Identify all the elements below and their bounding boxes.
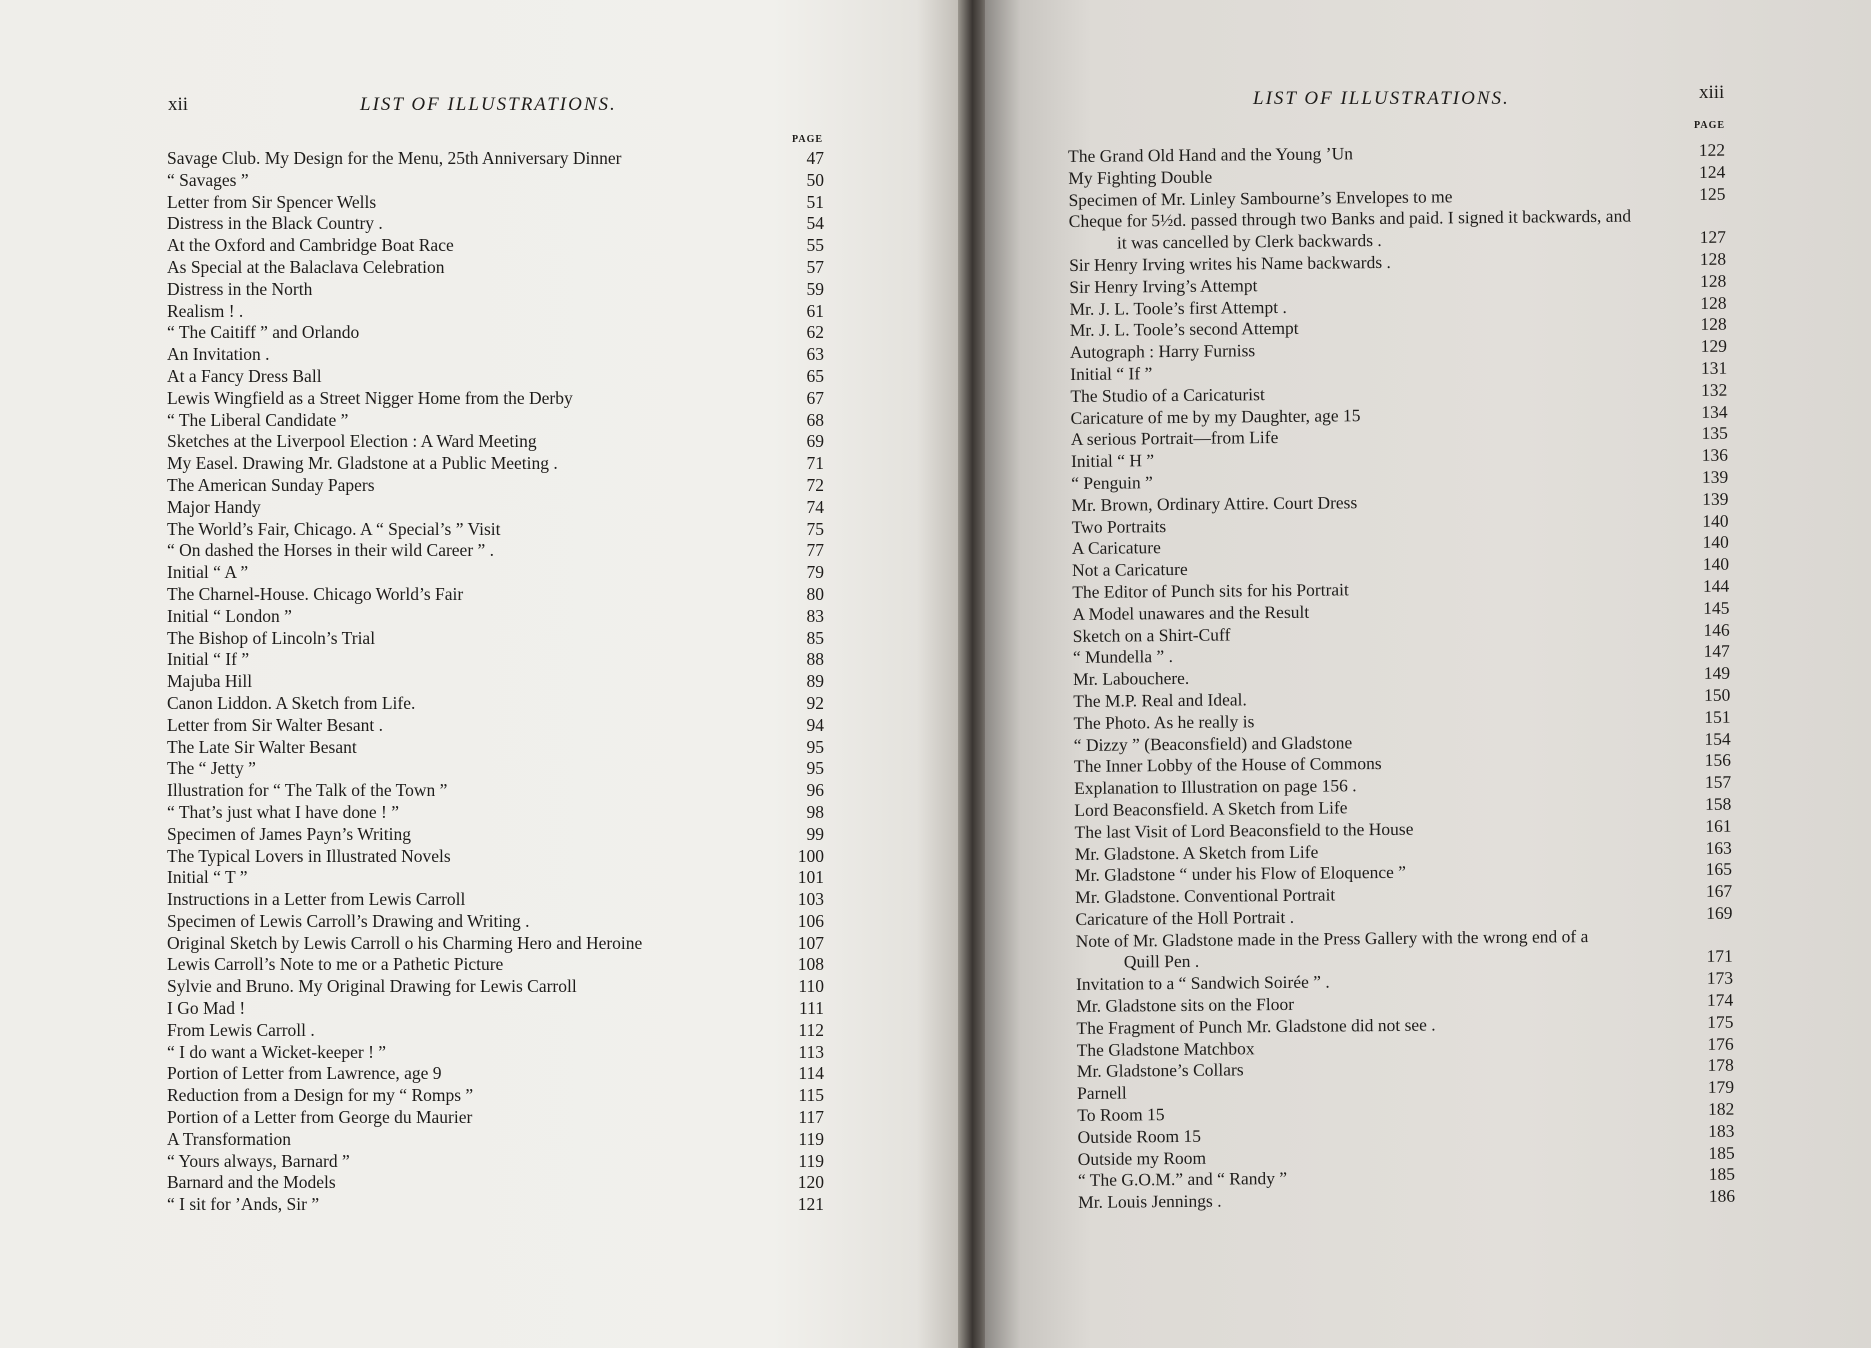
list-item (167, 301, 824, 323)
illustration-title: Specimen of Lewis Carroll’s Drawing and Writing . (167, 910, 530, 931)
running-head: LIST OF ILLUSTRATIONS. (1253, 88, 1510, 109)
illustration-title: Sir Henry Irving writes his Name backwards . (1069, 251, 1391, 275)
page-number: 150 (1703, 684, 1731, 705)
page-number: 157 (1704, 771, 1732, 793)
page-number: 178 (1707, 1055, 1734, 1076)
page-number: 117 (798, 1107, 824, 1128)
illustration-title: My Fighting Double (1068, 166, 1213, 188)
page-number: 111 (799, 998, 824, 1019)
list-item (167, 519, 824, 541)
illustration-title: Caricature of the Holl Portrait . (1075, 906, 1295, 929)
page-number: 134 (1701, 401, 1728, 422)
illustration-title: The Inner Lobby of the House of Commons (1073, 753, 1382, 777)
list-item (167, 889, 824, 911)
illustration-title: My Easel. Drawing Mr. Gladstone at a Public Meeting . (167, 453, 558, 474)
list-item (167, 562, 824, 584)
page-number: 173 (1706, 967, 1734, 989)
list-item (167, 954, 824, 976)
page-column-header: PAGE (1694, 120, 1726, 131)
page-number: 171 (1706, 946, 1733, 967)
list-item (167, 628, 824, 650)
page-number: 165 (1705, 858, 1733, 880)
illustration-title: The Grand Old Hand and the Young ’Un (1068, 143, 1354, 166)
page-number: 107 (797, 932, 824, 953)
page-number: 100 (797, 845, 824, 866)
list-item (167, 1020, 824, 1042)
page-number: 75 (806, 518, 824, 539)
illustration-title: Mr. Gladstone sits on the Floor (1076, 993, 1295, 1017)
illustration-title: “ Yours always, Barnard ” (167, 1150, 350, 1171)
illustration-title: Note of Mr. Gladstone made in the Press Gallery with the wrong end of a (1075, 925, 1589, 951)
page-number: 71 (806, 453, 824, 474)
illustration-title: Letter from Sir Walter Besant . (167, 714, 383, 735)
illustration-title: Mr. Gladstone’s Collars (1076, 1059, 1244, 1082)
list-item (167, 911, 824, 933)
page-number: 128 (1700, 314, 1727, 335)
page-number: 50 (806, 169, 824, 190)
illustration-title: Sketch on a Shirt-Cuff (1072, 623, 1231, 646)
page-number: 186 (1708, 1185, 1736, 1207)
page-number: 67 (806, 387, 824, 408)
page-number: 106 (797, 910, 824, 931)
page-number: 185 (1708, 1142, 1735, 1163)
page-number: 158 (1704, 793, 1732, 814)
illustration-title: Lord Beaconsfield. A Sketch from Life (1074, 797, 1348, 820)
page-number: 114 (798, 1063, 824, 1084)
illustration-title: As Special at the Balaclava Celebration (167, 256, 445, 277)
illustration-title: From Lewis Carroll . (167, 1019, 315, 1040)
page-number: 124 (1698, 161, 1726, 182)
illustration-title: Initial “ A ” (167, 562, 249, 583)
illustration-title: “ That’s just what I have done ! ” (167, 801, 399, 822)
illustration-title: The Gladstone Matchbox (1076, 1037, 1255, 1060)
illustration-title: Initial “ If ” (167, 649, 250, 670)
list-item (1076, 924, 1733, 974)
list-item (167, 780, 824, 802)
illustration-title: Major Handy (167, 496, 261, 517)
page-number: 63 (806, 344, 824, 365)
illustration-title: Sylvie and Bruno. My Original Drawing for Lewis Carroll (167, 976, 577, 997)
illustration-title: Lewis Carroll’s Note to me or a Pathetic Picture (167, 954, 504, 975)
illustration-title: The Editor of Punch sits for his Portrait (1072, 579, 1349, 602)
list-item (167, 366, 824, 388)
list-item (167, 846, 824, 868)
list-item (167, 453, 824, 475)
page-number: 175 (1707, 1011, 1734, 1032)
list-item (167, 693, 824, 715)
list-item (167, 649, 824, 671)
page-number: 57 (806, 256, 824, 277)
illustration-title: Not a Caricature (1071, 559, 1188, 581)
list-item (167, 475, 824, 497)
page-number: 119 (798, 1128, 824, 1149)
illustration-title: I Go Mad ! (167, 998, 246, 1019)
illustration-title: Autograph : Harry Furniss (1069, 340, 1256, 363)
page-number: 65 (806, 365, 824, 386)
page-number: 89 (806, 671, 824, 692)
page-number: 122 (1698, 139, 1726, 160)
illustration-title-continued: Quill Pen . (1123, 951, 1200, 972)
list-item (167, 1042, 824, 1064)
page-number: 113 (798, 1041, 824, 1062)
illustration-title: The World’s Fair, Chicago. A “ Special’s ” Visit (167, 518, 501, 539)
page-number: 151 (1704, 706, 1731, 727)
illustration-title: A Model unawares and the Result (1072, 601, 1310, 624)
illustration-title: Mr. Gladstone. Conventional Portrait (1075, 884, 1336, 908)
page-number: 135 (1701, 423, 1728, 444)
page-number: 144 (1702, 575, 1730, 596)
page-number: 139 (1701, 466, 1729, 487)
page-number: 112 (798, 1019, 824, 1040)
page-column-header: PAGE (792, 134, 824, 145)
illustration-title: The Bishop of Lincoln’s Trial (167, 627, 376, 648)
page-number: 61 (806, 300, 824, 321)
list-item (167, 824, 824, 846)
page-number: 179 (1707, 1076, 1735, 1098)
page-number: 140 (1702, 510, 1729, 531)
page-number: 154 (1704, 728, 1731, 749)
list-item (167, 540, 824, 562)
page-number: 85 (806, 627, 824, 648)
page-number: 127 (1699, 226, 1726, 248)
list-item (167, 279, 824, 301)
page-number: 59 (806, 278, 824, 299)
illustration-title: The American Sunday Papers (167, 474, 375, 495)
illustration-title: Reduction from a Design for my “ Romps ” (167, 1085, 474, 1106)
page-number: 80 (806, 583, 824, 604)
illustration-title: Distress in the North (167, 278, 313, 299)
list-item (167, 584, 824, 606)
page-number: 129 (1700, 335, 1728, 357)
list-item (167, 148, 824, 170)
illustration-title: Illustration for “ The Talk of the Town ” (167, 780, 448, 801)
page-number: 132 (1701, 379, 1728, 400)
list-item (167, 192, 824, 214)
illustration-title: Caricature of me by my Daughter, age 15 (1070, 404, 1361, 428)
page-number: 95 (806, 736, 824, 757)
list-item (167, 1151, 824, 1173)
page-number: 115 (798, 1085, 824, 1106)
list-item (167, 976, 824, 998)
page-number: 99 (806, 823, 824, 844)
page-number: 147 (1703, 640, 1730, 662)
illustration-title: Sir Henry Irving’s Attempt (1069, 274, 1258, 297)
illustration-title: The Charnel-House. Chicago World’s Fair (167, 583, 464, 604)
illustration-title: Mr. Brown, Ordinary Attire. Court Dress (1071, 491, 1358, 515)
illustration-title: Mr. J. L. Toole’s second Attempt (1069, 318, 1299, 341)
page-number: 167 (1705, 880, 1733, 902)
illustration-title: The Photo. As he really is (1073, 710, 1255, 733)
illustration-title-continued: it was cancelled by Clerk backwards . (1116, 230, 1382, 253)
list-item (167, 802, 824, 824)
list-item (167, 344, 824, 366)
illustration-title: Two Portraits (1071, 515, 1167, 537)
page-number: 121 (797, 1194, 824, 1215)
list-item (167, 410, 824, 432)
list-item (167, 606, 824, 628)
page-number: 163 (1705, 837, 1732, 858)
page-number: 182 (1707, 1098, 1735, 1119)
list-item (167, 388, 824, 410)
illustration-title: A serious Portrait—from Life (1070, 427, 1279, 450)
illustration-title: The “ Jetty ” (167, 758, 256, 779)
illustration-title: An Invitation . (167, 344, 270, 365)
illustration-title: Lewis Wingfield as a Street Nigger Home from the Derby (167, 387, 573, 408)
page-number: 128 (1699, 270, 1727, 291)
page-number: 88 (806, 649, 824, 670)
illustration-title: Outside Room 15 (1077, 1125, 1202, 1147)
list-item (167, 933, 824, 955)
illustration-title: Distress in the Black Country . (167, 213, 383, 234)
illustration-title: Barnard and the Models (167, 1172, 336, 1193)
page-number: 55 (806, 235, 824, 256)
illustration-title: Explanation to Illustration on page 156 . (1074, 775, 1357, 799)
illustration-title: “ The G.O.M.” and “ Randy ” (1077, 1168, 1288, 1191)
illustration-title: Initial “ If ” (1070, 363, 1153, 384)
list-item (167, 867, 824, 889)
running-head: LIST OF ILLUSTRATIONS. (360, 94, 617, 115)
page-number: 101 (797, 867, 824, 888)
page-number-folio: xiii (1699, 82, 1725, 103)
illustration-title: Initial “ H ” (1070, 450, 1155, 472)
illustration-title: Original Sketch by Lewis Carroll o his Charming Hero and Heroine (167, 932, 643, 953)
list-item (167, 170, 824, 192)
illustration-title: Savage Club. My Design for the Menu, 25th Anniversary Dinner (167, 148, 622, 168)
illustration-title: Mr. Louis Jennings . (1078, 1190, 1222, 1213)
list-item (167, 431, 824, 453)
page-number: 140 (1702, 532, 1729, 553)
illustration-title: Initial “ T ” (167, 867, 248, 888)
page-number: 98 (806, 801, 824, 822)
illustration-title: Sketches at the Liverpool Election : A Ward Meeting (167, 431, 537, 452)
page-number: 47 (806, 148, 824, 168)
page-number: 72 (806, 474, 824, 495)
illustration-title: Realism ! . (167, 300, 244, 321)
page-number: 136 (1701, 444, 1729, 466)
illustrations-list-left (167, 148, 824, 1216)
page-number: 139 (1702, 488, 1729, 509)
page-number: 108 (797, 954, 824, 975)
illustration-title: The last Visit of Lord Beaconsfield to the House (1074, 818, 1414, 842)
list-item (167, 1194, 824, 1216)
page-number: 68 (806, 409, 824, 430)
illustration-title: “ Savages ” (167, 169, 249, 190)
illustration-title: Instructions in a Letter from Lewis Carroll (167, 889, 466, 910)
illustration-title: Portion of Letter from Lawrence, age 9 (167, 1063, 442, 1084)
list-item (167, 1063, 824, 1085)
list-item (167, 715, 824, 737)
page-number: 74 (806, 496, 824, 517)
illustration-title: “ I do want a Wicket-keeper ! ” (167, 1041, 387, 1062)
illustration-title: Invitation to a “ Sandwich Soirée ” . (1075, 971, 1330, 995)
page-number: 169 (1706, 902, 1733, 923)
illustration-title: The Typical Lovers in Illustrated Novels (167, 845, 451, 866)
illustration-title: “ Mundella ” . (1072, 646, 1174, 668)
page-number: 185 (1708, 1164, 1735, 1185)
page-number: 103 (797, 889, 824, 910)
page-number: 54 (806, 213, 824, 234)
page-number: 110 (798, 976, 824, 997)
illustration-title: Portion of a Letter from George du Maurier (167, 1107, 473, 1128)
page-number: 176 (1707, 1033, 1734, 1054)
page-number: 128 (1700, 292, 1727, 313)
illustration-title: Canon Liddon. A Sketch from Life. (167, 692, 416, 713)
list-item (167, 1085, 824, 1107)
illustration-title: “ Dizzy ” (Beaconsfield) and Gladstone (1073, 731, 1353, 755)
page-number: 161 (1705, 815, 1732, 836)
illustration-title: “ The Caitiff ” and Orlando (167, 322, 360, 343)
page-number: 128 (1699, 248, 1727, 269)
illustration-title: The Fragment of Punch Mr. Gladstone did not see . (1076, 1014, 1436, 1038)
list-item (167, 671, 824, 693)
illustration-title: Mr. Gladstone. A Sketch from Life (1074, 841, 1319, 864)
illustration-title: Initial “ London ” (167, 605, 292, 626)
page-number: 156 (1704, 749, 1732, 771)
page-number: 183 (1708, 1120, 1735, 1141)
page-number: 140 (1702, 553, 1730, 575)
page-number: 79 (806, 562, 824, 583)
page-number: 94 (806, 714, 824, 735)
list-item (167, 213, 824, 235)
page-number: 83 (806, 605, 824, 626)
page-number: 119 (798, 1150, 824, 1171)
page-number: 125 (1699, 183, 1726, 204)
list-item (167, 737, 824, 759)
illustration-title: Parnell (1076, 1082, 1127, 1104)
list-item (167, 257, 824, 279)
illustration-title: A Caricature (1071, 537, 1161, 559)
illustration-title: At a Fancy Dress Ball (167, 365, 322, 386)
page-number-folio: xii (168, 94, 189, 115)
page-number: 131 (1700, 357, 1728, 378)
illustrations-list-right (1068, 140, 1735, 1214)
illustration-title: Mr. J. L. Toole’s first Attempt . (1069, 296, 1287, 319)
illustration-title: Mr. Labouchere. (1073, 667, 1190, 690)
page-number: 120 (797, 1172, 824, 1193)
illustration-title: Majuba Hill (167, 671, 253, 692)
page-number: 96 (806, 780, 824, 801)
list-item (167, 998, 824, 1020)
illustration-title: Mr. Gladstone “ under his Flow of Eloquence ” (1074, 862, 1407, 886)
page-number: 77 (806, 540, 824, 561)
illustration-title: The M.P. Real and Ideal. (1073, 689, 1247, 711)
illustration-title: “ On dashed the Horses in their wild Career ” . (167, 540, 495, 561)
list-item (167, 758, 824, 780)
illustration-title: At the Oxford and Cambridge Boat Race (167, 235, 454, 256)
page-number: 145 (1703, 597, 1730, 618)
illustration-title: “ The Liberal Candidate ” (167, 409, 349, 430)
page-number: 51 (806, 191, 824, 212)
illustration-title: “ I sit for ’Ands, Sir ” (167, 1194, 320, 1215)
page-number: 95 (806, 758, 824, 779)
illustration-title: The Late Sir Walter Besant (167, 736, 357, 757)
page-number: 69 (806, 431, 824, 452)
list-item (167, 1107, 824, 1129)
page-number: 62 (806, 322, 824, 343)
list-item (167, 497, 824, 519)
list-item (167, 235, 824, 257)
page-number: 92 (806, 692, 824, 713)
list-item (167, 1129, 824, 1151)
illustration-title: Specimen of James Payn’s Writing (167, 823, 411, 844)
list-item (167, 1172, 824, 1194)
illustration-title: Specimen of Mr. Linley Sambourne’s Envelopes to me (1068, 185, 1453, 210)
illustration-title: Cheque for 5½d. passed through two Banks and paid. I signed it backwards, and (1068, 205, 1632, 232)
illustration-title: Letter from Sir Spencer Wells (167, 191, 377, 212)
page-number: 146 (1703, 619, 1730, 640)
illustration-title: To Room 15 (1077, 1104, 1165, 1126)
page-number: 174 (1706, 989, 1734, 1010)
illustration-title: A Transformation (167, 1128, 291, 1149)
illustration-title: Outside my Room (1077, 1147, 1207, 1169)
page-number: 149 (1703, 662, 1731, 684)
illustration-title: The Studio of a Caricaturist (1070, 383, 1265, 406)
list-item (167, 322, 824, 344)
illustration-title: “ Penguin ” (1071, 472, 1153, 493)
list-item (1069, 205, 1726, 255)
